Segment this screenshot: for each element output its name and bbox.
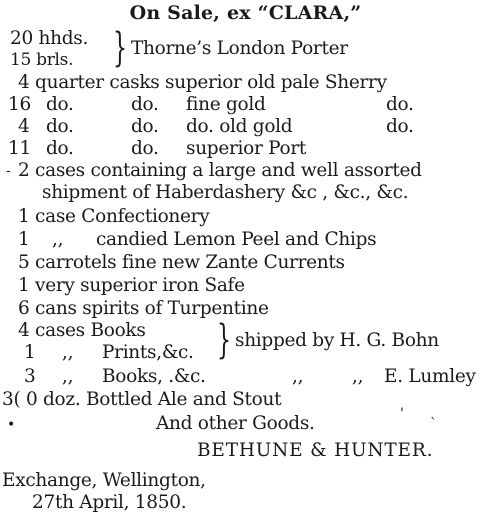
line-haberdashery-1: 2 cases containing a large and well assorted: [18, 160, 422, 181]
bohn-books: 4 cases Books: [18, 320, 146, 341]
line-oldgold-do3: do.: [386, 116, 414, 137]
line-oldgold-qty: 4: [18, 116, 30, 137]
lumley-ditto1: ,,: [62, 366, 74, 387]
line-currants: 5 carrotels fine new Zante Currents: [18, 252, 345, 273]
line-turpentine: 6 cans spirits of Turpentine: [18, 298, 269, 319]
date: 27th April, 1850.: [32, 492, 187, 513]
ink-mark: ': [400, 406, 404, 422]
line-peel-qty: 1: [18, 229, 30, 250]
ink-mark: `: [430, 416, 437, 432]
lumley-ditto3: ,,: [352, 366, 364, 387]
line-gold-do2: do.: [131, 94, 159, 115]
line-gold-qty: 16: [8, 94, 31, 115]
porter-item: Thorne’s London Porter: [131, 38, 348, 59]
porter-qty-hhds: 20 hhds.: [10, 28, 89, 49]
lumley-qty: 3: [24, 366, 36, 387]
line-safe: 1 very superior iron Safe: [18, 275, 245, 296]
ink-mark: -: [6, 163, 11, 179]
line-sherry: 4 quarter casks superior old pale Sherry: [18, 72, 387, 93]
line-port-item: superior Port: [186, 138, 307, 159]
line-ale: 3( 0 doz. Bottled Ale and Stout: [2, 389, 282, 410]
line-oldgold-item: do. old gold: [186, 116, 293, 137]
brace-symbol: }: [113, 25, 127, 71]
bohn-prints-qty: 1: [24, 342, 36, 363]
line-port-qty: 11: [8, 138, 31, 159]
line-haberdashery-2: shipment of Haberdashery &c , &c., &c.: [42, 182, 409, 203]
bohn-prints-item: Prints,&c.: [102, 342, 194, 363]
lumley-item: Books, .&c.: [102, 366, 206, 387]
line-peel-ditto: ,,: [52, 229, 64, 250]
line-gold-do3: do.: [386, 94, 414, 115]
lumley-shipper: E. Lumley: [384, 366, 476, 387]
line-oldgold-do2: do.: [131, 116, 159, 137]
bohn-prints-ditto: ,,: [62, 342, 74, 363]
brace-symbol: }: [217, 317, 231, 363]
other-goods: And other Goods.: [156, 413, 315, 434]
porter-qty-brls: 15 brls.: [10, 50, 74, 70]
line-oldgold-do1: do.: [46, 116, 74, 137]
address: Exchange, Wellington,: [2, 470, 206, 491]
bohn-shipper: shipped by H. G. Bohn: [235, 330, 439, 351]
line-gold-item: fine gold: [186, 94, 266, 115]
lumley-ditto2: ,,: [292, 366, 304, 387]
line-port-do2: do.: [131, 138, 159, 159]
ink-mark: •: [7, 417, 16, 433]
ad-title: On Sale, ex “CLARA,”: [129, 2, 362, 24]
signature: BETHUNE & HUNTER.: [197, 440, 434, 461]
line-peel-item: candied Lemon Peel and Chips: [96, 229, 377, 250]
line-gold-do1: do.: [46, 94, 74, 115]
line-confectionery: 1 case Confectionery: [18, 206, 210, 227]
line-port-do1: do.: [46, 138, 74, 159]
